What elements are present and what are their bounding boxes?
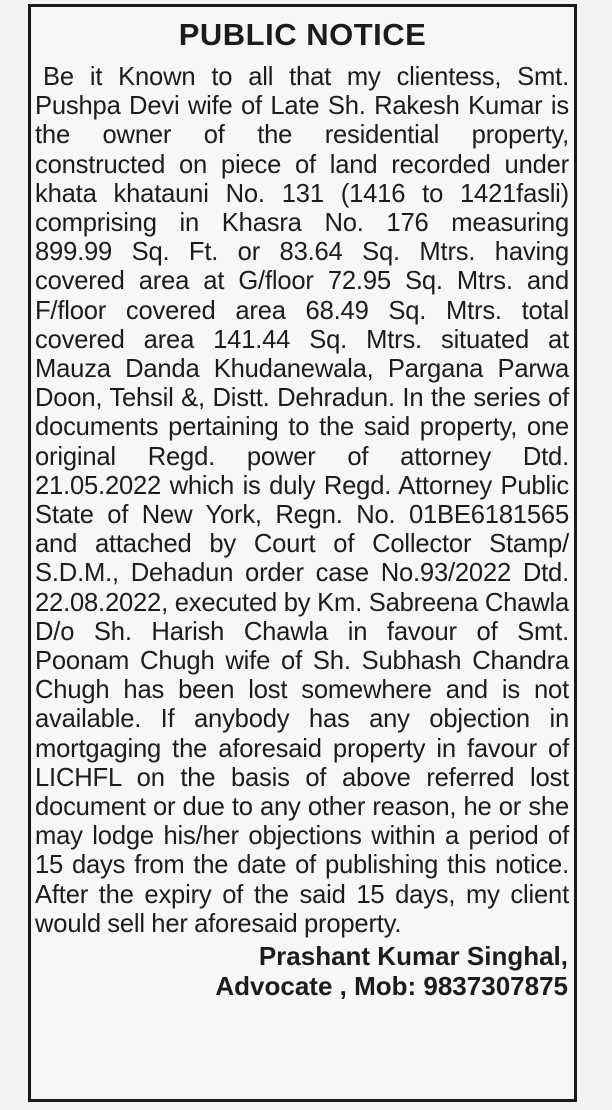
signatory-name: Prashant Kumar Singhal,: [258, 941, 568, 972]
signature-block: [31, 941, 568, 1001]
signatory-details: Advocate , Mob: 9837307875: [215, 971, 568, 1002]
notice-body: Be it Known to all that my clientess, Smt. Pushpa Devi wife of Late Sh. Rakesh Kumar is the owner of the residential property, constructed on piece of land recorded under khata khatauni No. 131 (1416 to 1421fasli) comprising in Khasra No. 176 measuring 899.99 Sq. Ft. or 83.64 Sq. Mtrs. having covered area at G/floor 72.95 Sq. Mtrs. and F/floor covered area 68.49 Sq. Mtrs. total covered area 141.44 Sq. Mtrs. situated at Mauza Danda Khudanewala, Pargana Parwa Doon, Tehsil &, Distt. Dehradun. In the series of documents pertaining to the said property, one original Regd. power of attorney Dtd. 21.05.2022 which is duly Regd. Attorney Public State of New York, Regn. No. 01BE6181565 and attached by Court of Collector Stamp/ S.D.M., Dehadun order case No.93/2022 Dtd. 22.08.2022, executed by Km. Sabreena Chawla D/o Sh. Harish Chawla in favour of Smt. Poonam Chugh wife of Sh. Subhash Chandra Chugh has been lost somewhere and is not available. If anybody has any objection in mortgaging the aforesaid property in favour of LICHFL on the basis of above referred lost document or due to any other reason, he or she may lodge his/her objections within a period of 15 days from the date of publishing this notice. After the expiry of the said 15 days, my client would sell her aforesaid property.: [35, 63, 569, 938]
notice-title: PUBLIC NOTICE: [178, 17, 427, 52]
public-notice-box: [28, 4, 577, 1102]
